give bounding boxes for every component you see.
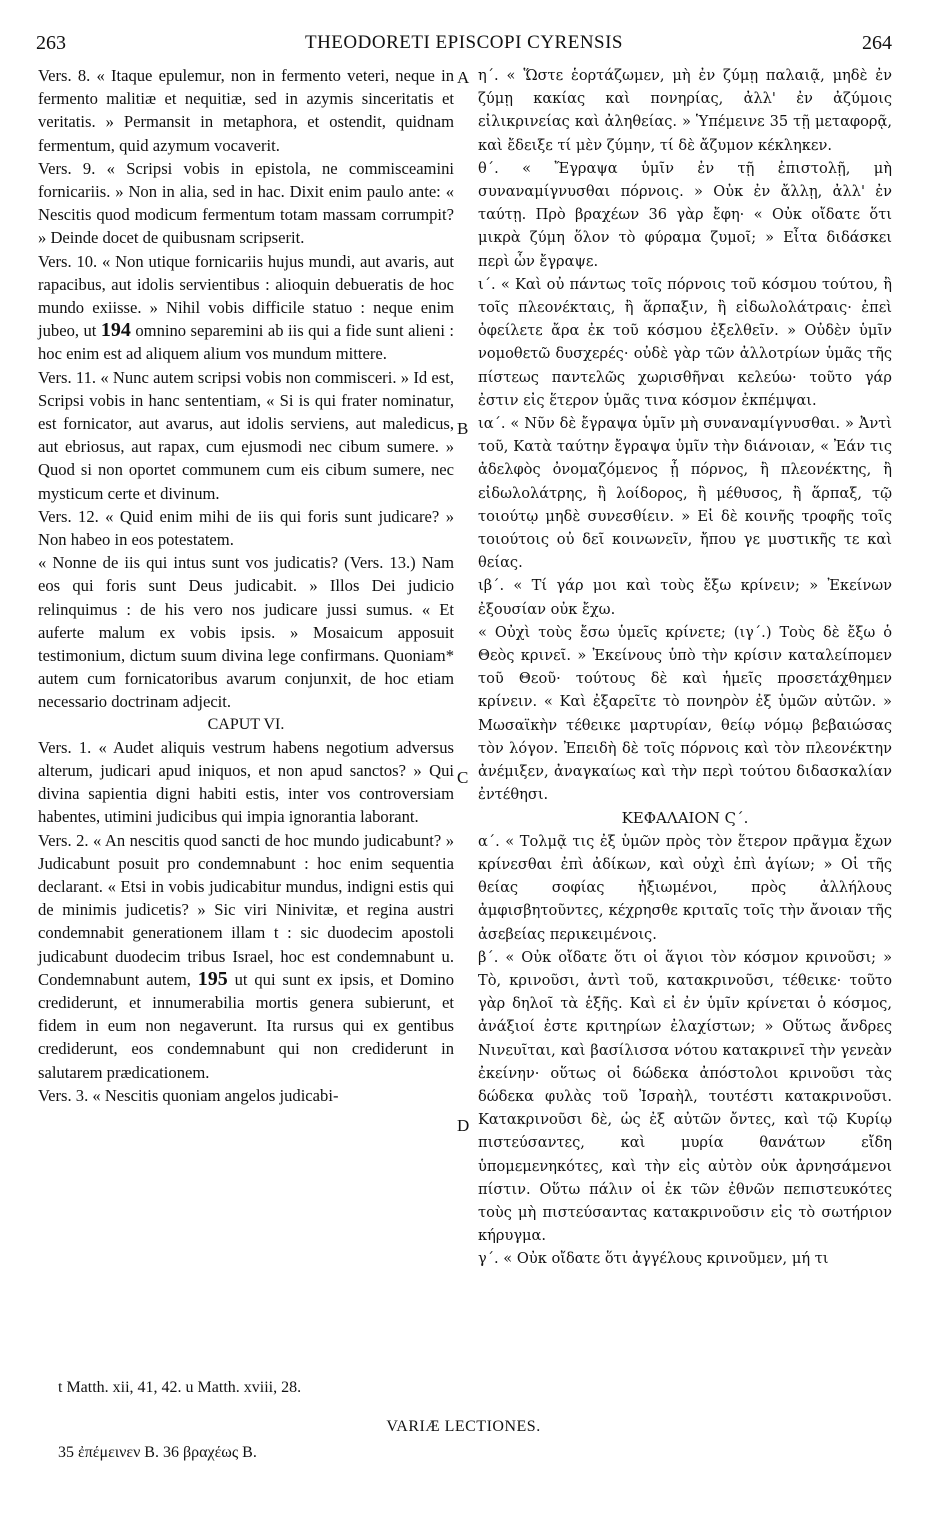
latin-text: omnino separemini ab iis qui a fide sunt alieni : hoc enim est ad aliquem alium vos mundum mittere. bbox=[38, 321, 455, 364]
column-number: 195 bbox=[197, 967, 228, 990]
greek-paragraph: ια΄. « Νῦν δὲ ἔγραψα ὑμῖν μὴ συναναμίγνυσθαι. » Ἀντὶ τοῦ, Κατὰ ταύτην ἔγραψα ὑμῖν τὴν διάνοιαν, « Ἐάν τις ἀδελφὸς ὀνομαζόμενος ᾖ πόρνος, ἢ πλεονέκτης, ἢ εἰδωλολάτρης, ἢ λοίδορος, ἢ μέθυσος, ἢ ἅρπαξ, τῷ τοιούτῳ μηδὲ συνεσθίειν. » Εἰ δὲ κοινῆς τροφῆς τοῖς τοιούτοις οὐ δεῖ κοινωνεῖν, ἤπου γε μυστικῆς τε καὶ θείας. bbox=[478, 415, 892, 572]
latin-chapter-heading: CAPUT VI. bbox=[207, 715, 285, 733]
greek-paragraph: θ΄. « Ἔγραψα ὑμῖν ἐν τῇ ἐπιστολῇ, μὴ συναναμίγνυσθαι πόρνοις. » Οὐκ ἐν ἄλλῃ, ἀλλ' ἐν ταύτῃ. Πρὸ βραχέων 36 γὰρ ἔφη· « Οὐκ οἴδατε ὅτι μικρὰ ζύμη ὅλον τὸ φύραμα ζυμοῖ; » Εἶτα διδάσκει περὶ ὧν ἔγραψε. bbox=[478, 159, 892, 270]
margin-letter-c: C bbox=[457, 768, 469, 787]
greek-paragraph: ι΄. « Καὶ οὐ πάντως τοῖς πόρνοις τοῦ κόσμου τούτου, ἢ τοῖς πλεονέκταις, ἢ ἅρπαξιν, ἢ εἰδωλολάτραις· ἐπεὶ ὀφείλετε ἄρα ἐκ τοῦ κόσμου ἐξελθεῖν. » Οὐδὲν ὑμῖν νομοθετῶ δυσχερές· οὐδὲ γὰρ τῶν ἀλλοτρίων ὑμᾶς τῆς πίστεως παντελῶς χωρισθῆναι κελεύω· τοῦτο γάρ ἐστιν εἰς ἕτερον ὑμᾶς τινα κόσμον ἐκπέμψαι. bbox=[478, 275, 892, 409]
latin-paragraph: Vers. 11. « Nunc autem scripsi vobis non commisceri. » Id est, Scripsi vobis in hanc sententiam, « Si is qui frater nominatur, est fornicator, aut avarus, aut idolis serviens, aut maledicus, aut ebriosus, aut rapax, cum ejusmodi nec cibum sumere. » Quod si non oportet communem cum eis cibum sumere, nec mysticum certe et divinum. bbox=[38, 367, 454, 503]
latin-paragraph: Vers. 1. « Audet aliquis vestrum habens negotium adversus alterum, judicari apud iniquos, et non apud sanctos? » Qui divina sapientia digni habiti estis, inter vos controversiam habentes, utimini judicibus qui impia ignorantia laborant. bbox=[38, 737, 454, 827]
latin-column bbox=[38, 64, 454, 1107]
latin-paragraph bbox=[38, 829, 454, 1084]
greek-column bbox=[478, 64, 892, 1271]
running-header bbox=[36, 32, 892, 60]
greek-paragraph: η΄. « Ὥστε ἑορτάζωμεν, μὴ ἐν ζύμῃ παλαιᾷ, μηδὲ ἐν ζύμῃ κακίας καὶ πονηρίας, ἀλλ' ἐν ἀζύμοις εἰλικρινείας καὶ ἀληθείας. » Ὑπέμεινε 35 τῇ μεταφορᾷ, καὶ ἔδειξε τί μὲν ζύμην, τί δὲ ἄζυμον κέκληκεν. bbox=[478, 67, 892, 154]
page-number-right: 264 bbox=[862, 32, 892, 54]
greek-paragraph: ιβ΄. « Τί γάρ μοι καὶ τοὺς ἔξω κρίνειν; » Ἐκείνων ἐξουσίαν οὐκ ἔχω. bbox=[478, 577, 892, 618]
latin-paragraph: Vers. 12. « Quid enim mihi de iis qui foris sunt judicare? » Non habeo in eos potestatem. bbox=[38, 506, 454, 550]
greek-paragraph: « Οὐχὶ τοὺς ἔσω ὑμεῖς κρίνετε; (ιγ΄.) Τοὺς δὲ ἔξω ὁ Θεὸς κρινεῖ. » Ἐκείνους ὑπὸ τὴν κρίσιν καταλείπομεν τοῦ Θεοῦ· τούτους δὲ καὶ ἡμεῖς προσετάχθημεν κρίνειν. « Καὶ ἐξαρεῖτε τὸ πονηρὸν ἐξ ὑμῶν αὐτῶν. » Μωσαϊκὴν τέθεικε μαρτυρίαν, θείῳ νόμῳ βεβαιώσας τὸν λόγον. Ἐπειδὴ δὲ τοῖς πόρνοις καὶ τὸν πλεονέκτην ἀνέμιξεν, ἀναγκαίως καὶ τὴν περὶ τούτου διδασκαλίαν ἐντέθησι. bbox=[478, 623, 892, 804]
latin-paragraph: « Nonne de iis qui intus sunt vos judicatis? (Vers. 13.) Nam eos qui foris sunt Deus judicabit. » Illos Dei judicio relinquimus : de his vero nos judicare jussi sumus. « Et auferte malum ex vobis ipsis. » Mosaicum apposuit testimonium, dictum suum divina lege confirmans. Quoniam* autem cum fornicatoribus avarum conjunxit, de hoc etiam necessario doctrinam adjecit. bbox=[38, 553, 454, 712]
variae-lectiones-notes: 35 ἐπέμεινεν B. 36 βραχέως B. bbox=[58, 1444, 257, 1461]
latin-paragraph: Vers. 8. « Itaque epulemur, non in fermento veteri, neque in fermento malitiæ et nequitiæ, sed in azymis sinceritatis et veritatis. » Permansit in metaphora, et ostendit, quidnam fermentum, quid azymum vocaverit. bbox=[38, 66, 454, 155]
page-number-left: 263 bbox=[36, 32, 66, 54]
latin-paragraph bbox=[38, 250, 454, 366]
greek-paragraph: β΄. « Οὐκ οἴδατε ὅτι οἱ ἅγιοι τὸν κόσμον κρινοῦσι; » Τὸ, κρινοῦσι, ἀντὶ τοῦ, κατακρινοῦσι, τέθεικε· τοῦτο γὰρ δηλοῖ τὰ ἑξῆς. Καὶ εἰ ἐν ὑμῖν κρίνεται ὁ κόσμος, ἀνάξιοί ἐστε κριτηρίων ἐλαχίστων; » Οὕτως ἄνδρες Νινευῖται, καὶ βασίλισσα νότου κατακρινεῖ τὴν γενεὰν ἐκείνην· οὕτως οἱ δώδεκα ἀπόστολοι κρινοῦσι τὰς δώδεκα φυλὰς τοῦ Ἰσραὴλ, τουτέστι κατακρινοῦσι. Κατακρινοῦσι δὲ, ὡς ἐξ αὐτῶν ὄντες, καὶ τῷ Κυρίῳ πιστεύσαντες, καὶ μυρία θανάτων εἴδη ὑπομεμενηκότες, καὶ τὴν εἰς αὐτὸν οὐκ ἀρνησάμενοι πίστιν. Οὕτω πάλιν οἱ ἐκ τῶν ἐθνῶν πεπιστευκότες τοὺς μὴ πιστεύσαντας κατακρινοῦσιν εἰς τὸ σωτήριον κήρυγμα. bbox=[478, 948, 892, 1245]
margin-letter-b: B bbox=[457, 419, 469, 438]
greek-chapter-heading: ΚΕΦΑΛΑΙΟΝ Ϛ΄. bbox=[621, 808, 749, 827]
latin-text: Vers. 10. « Non utique fornicariis hujus mundi, aut avaris, aut rapacibus, aut idolis servientibus : alioquin debueratis de hoc mundo exiisse. » Nihil vobis difficile statuo : neque enim jubeo, ut bbox=[38, 251, 454, 341]
latin-text: Vers. 2. « An nescitis quod sancti de hoc mundo judicabunt? » Judicabunt posuit pro condemnabunt : hoc enim sequentia declarant. « Etsi in vobis judicabitur mundus, indigni estis qui de minimis judicetis? » Sic viri Ninivitæ, et regina austri condemnabit generationem illam t : sic duodecim apostoli judicabunt duodecim tribus Israel, hoc est condemnabunt u. Condemnabunt autem, bbox=[38, 830, 454, 989]
column-number: 194 bbox=[100, 319, 131, 342]
running-title: THEODORETI EPISCOPI CYRENSIS bbox=[304, 32, 624, 53]
latin-paragraph: Vers. 3. « Nescitis quoniam angelos judicabi- bbox=[38, 1085, 339, 1105]
latin-text: ut qui sunt ex ipsis, et Domino crediderunt, et innumerabilia mortis genera subierunt, et fidem in eum non negaverunt. Ita rursus qui ex gentibus crediderunt, eos condemnabunt qui non crediderunt in salutarem prædicationem. bbox=[38, 969, 454, 1082]
latin-paragraph: Vers. 9. « Scripsi vobis in epistola, ne commisceamini fornicariis. » Non in alia, sed in hac. Dixit enim paulo ante: « Nescitis quod modicum fermentum totam massam corrumpit? » Deinde docet de quibusnam scripserit. bbox=[38, 158, 454, 248]
margin-letter-d: D bbox=[457, 1116, 470, 1135]
variae-lectiones-heading: VARIÆ LECTIONES. bbox=[386, 1418, 541, 1435]
greek-paragraph: γ΄. « Οὐκ οἴδατε ὅτι ἀγγέλους κρινοῦμεν, μή τι bbox=[478, 1250, 829, 1268]
footnotes: t Matth. xii, 41, 42. u Matth. xviii, 28. bbox=[58, 1379, 302, 1396]
greek-paragraph: α΄. « Τολμᾷ τις ἐξ ὑμῶν πρὸς τὸν ἕτερον πρᾶγμα ἔχων κρίνεσθαι ἐπὶ ἀδίκων, καὶ οὐχὶ ἐπὶ ἁγίων; » Οἱ τῆς θείας σοφίας ἠξιωμένοι, πρὸς ἀλλήλους ἀμφισβητοῦντες, κέχρησθε κριταῖς τοῖς τὴν ἄνοιαν τῆς ἀσεβείας περικειμένοις. bbox=[478, 832, 892, 943]
margin-letter-a: A bbox=[457, 68, 470, 87]
